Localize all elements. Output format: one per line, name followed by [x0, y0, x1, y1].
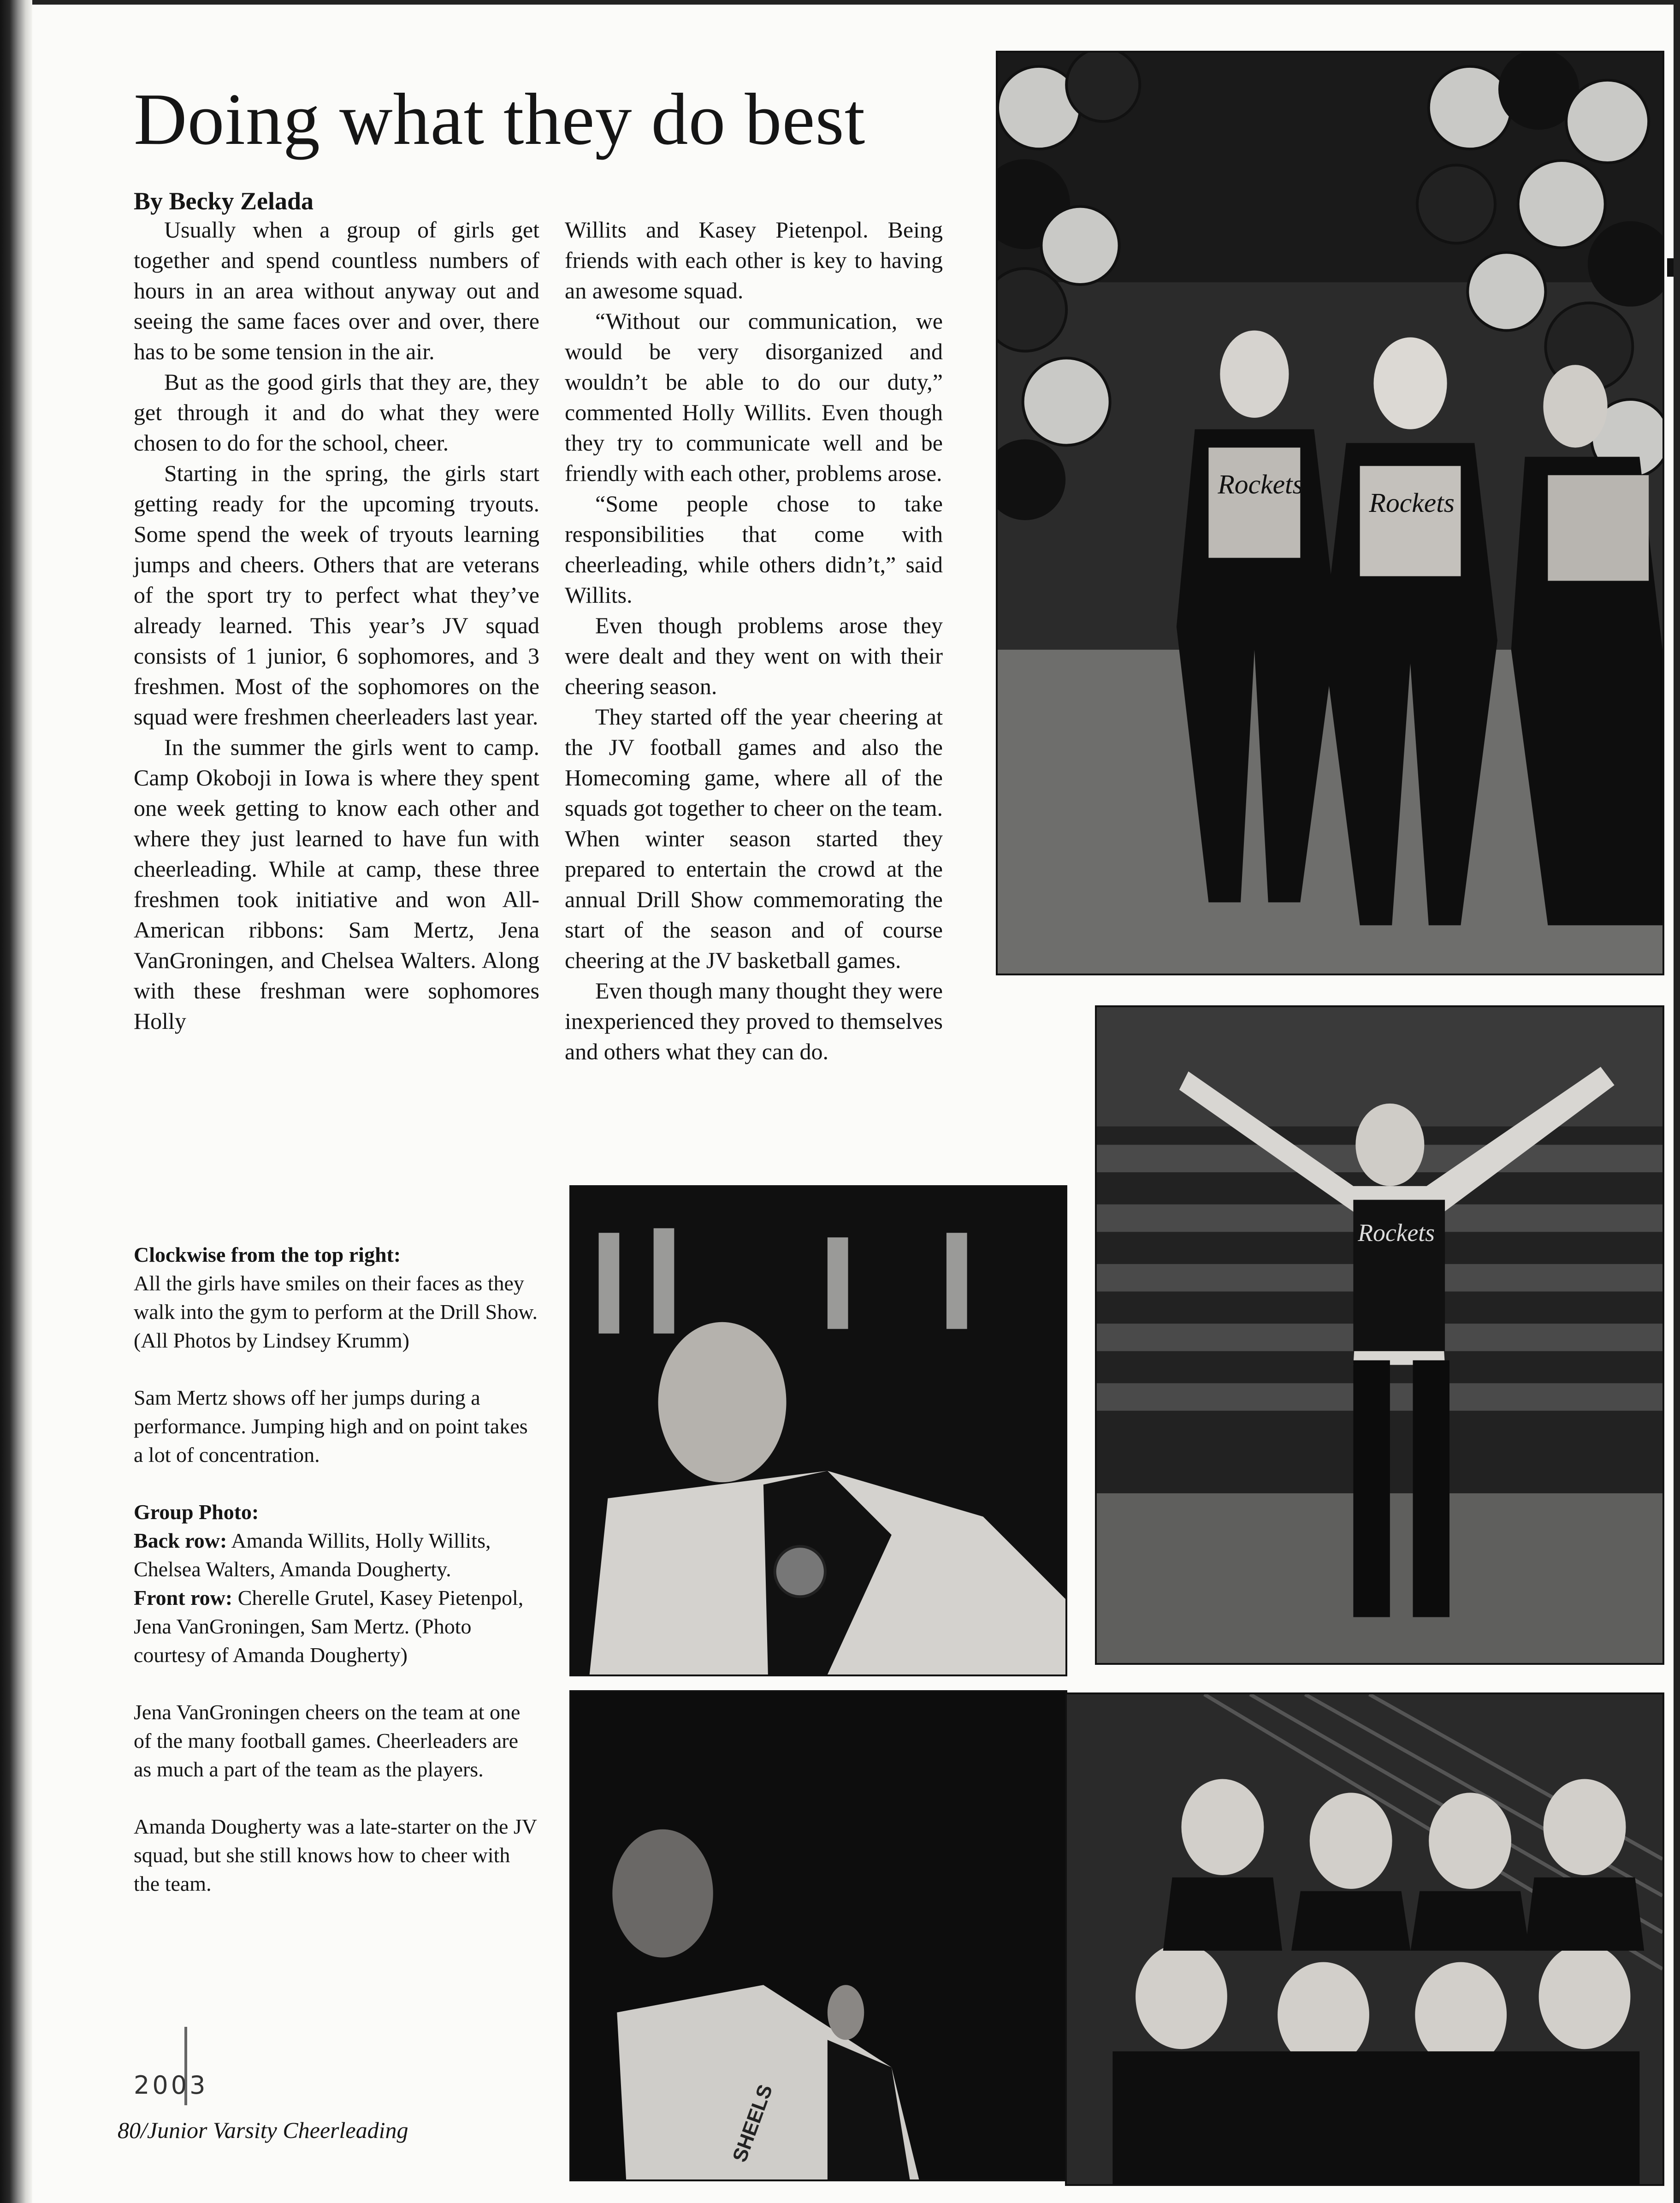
uniform-lettering: Rockets [1369, 487, 1455, 518]
article-column-2 [565, 214, 943, 1067]
caption-jump: Sam Mertz shows off her jumps during a performance. Jumping high and on point takes a lot of concentration. [134, 1386, 528, 1467]
caption-football: Jena VanGroningen cheers on the team at one of the many football games. Cheerleaders are as much a part of the team as the players. [134, 1700, 521, 1781]
front-row-label: Front row: [134, 1586, 233, 1609]
caption-group-photo [134, 1498, 539, 1669]
photo-late-starter [569, 1690, 1067, 2181]
paragraph: In the summer the girls went to camp. Camp Okoboji in Iowa is where they spent one week getting to know each other and where they just learned to have fun with cheerleading. While at camp, these three freshmen took initiative and won All-American ribbons: Sam Mertz, Jena VanGroningen, and Chelsea Walters. Along with these freshman were sophomores Holly [134, 734, 539, 1034]
photo-drill-show-walk-in [996, 51, 1664, 975]
paragraph: They started off the year cheering at the JV football games and also the Homecoming game, where all of the squads got together to cheer on the team. When winter season started they prepared to entertain the crowd at the annual Drill Show commemorating the start of the season and of course cheering at the JV basketball games. [565, 704, 943, 973]
back-row-names: Amanda Willits, Holly Willits, Chelsea Walters, Amanda Dougherty. [134, 1529, 491, 1581]
paragraph: Even though many thought they were inexperienced they proved to themselves and others what they can do. [565, 978, 943, 1064]
right-border [1674, 0, 1680, 2203]
caption-heading: Clockwise from the top right: [134, 1243, 401, 1266]
yearbook-year-logo: 2003 [134, 2071, 208, 2100]
article-byline: By Becky Zelada [134, 187, 314, 215]
caption-text: All the girls have smiles on their faces as they walk into the gym to perform at the Drill Show. (All Photos by Lindsey Krumm) [134, 1271, 538, 1352]
paragraph: Even though problems arose they were dealt and they went on with their cheering season. [565, 612, 943, 699]
page-folio: 80/Junior Varsity Cheerleading [118, 2117, 408, 2143]
photo-group [1065, 1692, 1664, 2186]
photo-captions [134, 1241, 539, 1927]
photo-football-cheer [569, 1185, 1067, 1676]
caption-late-starter: Amanda Dougherty was a late-starter on the JV squad, but she still knows how to cheer with the team. [134, 1815, 537, 1895]
paragraph-continuation: Willits and Kasey Pietenpol. Being friends with each other is key to having an awesome squad. [565, 217, 943, 303]
paragraph: “Some people chose to take responsibilities that come with cheerleading, while others didn’t,” said Willits. [565, 491, 943, 608]
photo-group-graphic [1067, 1694, 1662, 2184]
paragraph: But as the good girls that they are, they get through it and do what they were chosen to do for the school, cheer. [134, 369, 539, 456]
top-border [32, 0, 1680, 5]
jacket-lettering: SHEELS [728, 2081, 777, 2165]
uniform-lettering: Rockets [1218, 469, 1303, 500]
page-edge-mark [1667, 258, 1674, 277]
paragraph: Starting in the spring, the girls start getting ready for the upcoming tryouts. Some spend the week of tryouts learning jumps and cheers. Others that are veterans of the sport try to perfect what they’ve already learned. This year’s JV squad consists of 1 junior, 6 sophomores, and 3 freshmen. Most of the sophomores on the squad were freshmen cheerleaders last year. [134, 460, 539, 730]
photo-football-graphic [571, 1187, 1065, 1675]
article-headline: Doing what they do best [134, 78, 866, 160]
photo-jump [1095, 1005, 1664, 1665]
caption-heading: Group Photo: [134, 1500, 259, 1524]
binding-spine [0, 0, 32, 2203]
uniform-lettering: Rockets [1358, 1219, 1435, 1247]
photo-drill-show-graphic [998, 53, 1662, 974]
caption-drill-show [134, 1241, 539, 1355]
photo-late-starter-graphic [571, 1692, 1065, 2179]
article-column-1 [134, 214, 539, 1036]
front-row-names: Cherelle Grutel, Kasey Pietenpol, Jena VanGroningen, Sam Mertz. (Photo courtesy of Amanda Dougherty) [134, 1586, 524, 1667]
paragraph: “Without our communication, we would be very disorganized and wouldn’t be able to do our duty,” commented Holly Willits. Even though they try to communicate well and be friendly with each other, problems arose. [565, 308, 943, 486]
back-row-label: Back row: [134, 1529, 227, 1552]
photo-jump-graphic [1097, 1007, 1662, 1663]
paragraph: Usually when a group of girls get together and spend countless numbers of hours in an area without anyway out and seeing the same faces over and over, there has to be some tension in the air. [134, 217, 539, 364]
